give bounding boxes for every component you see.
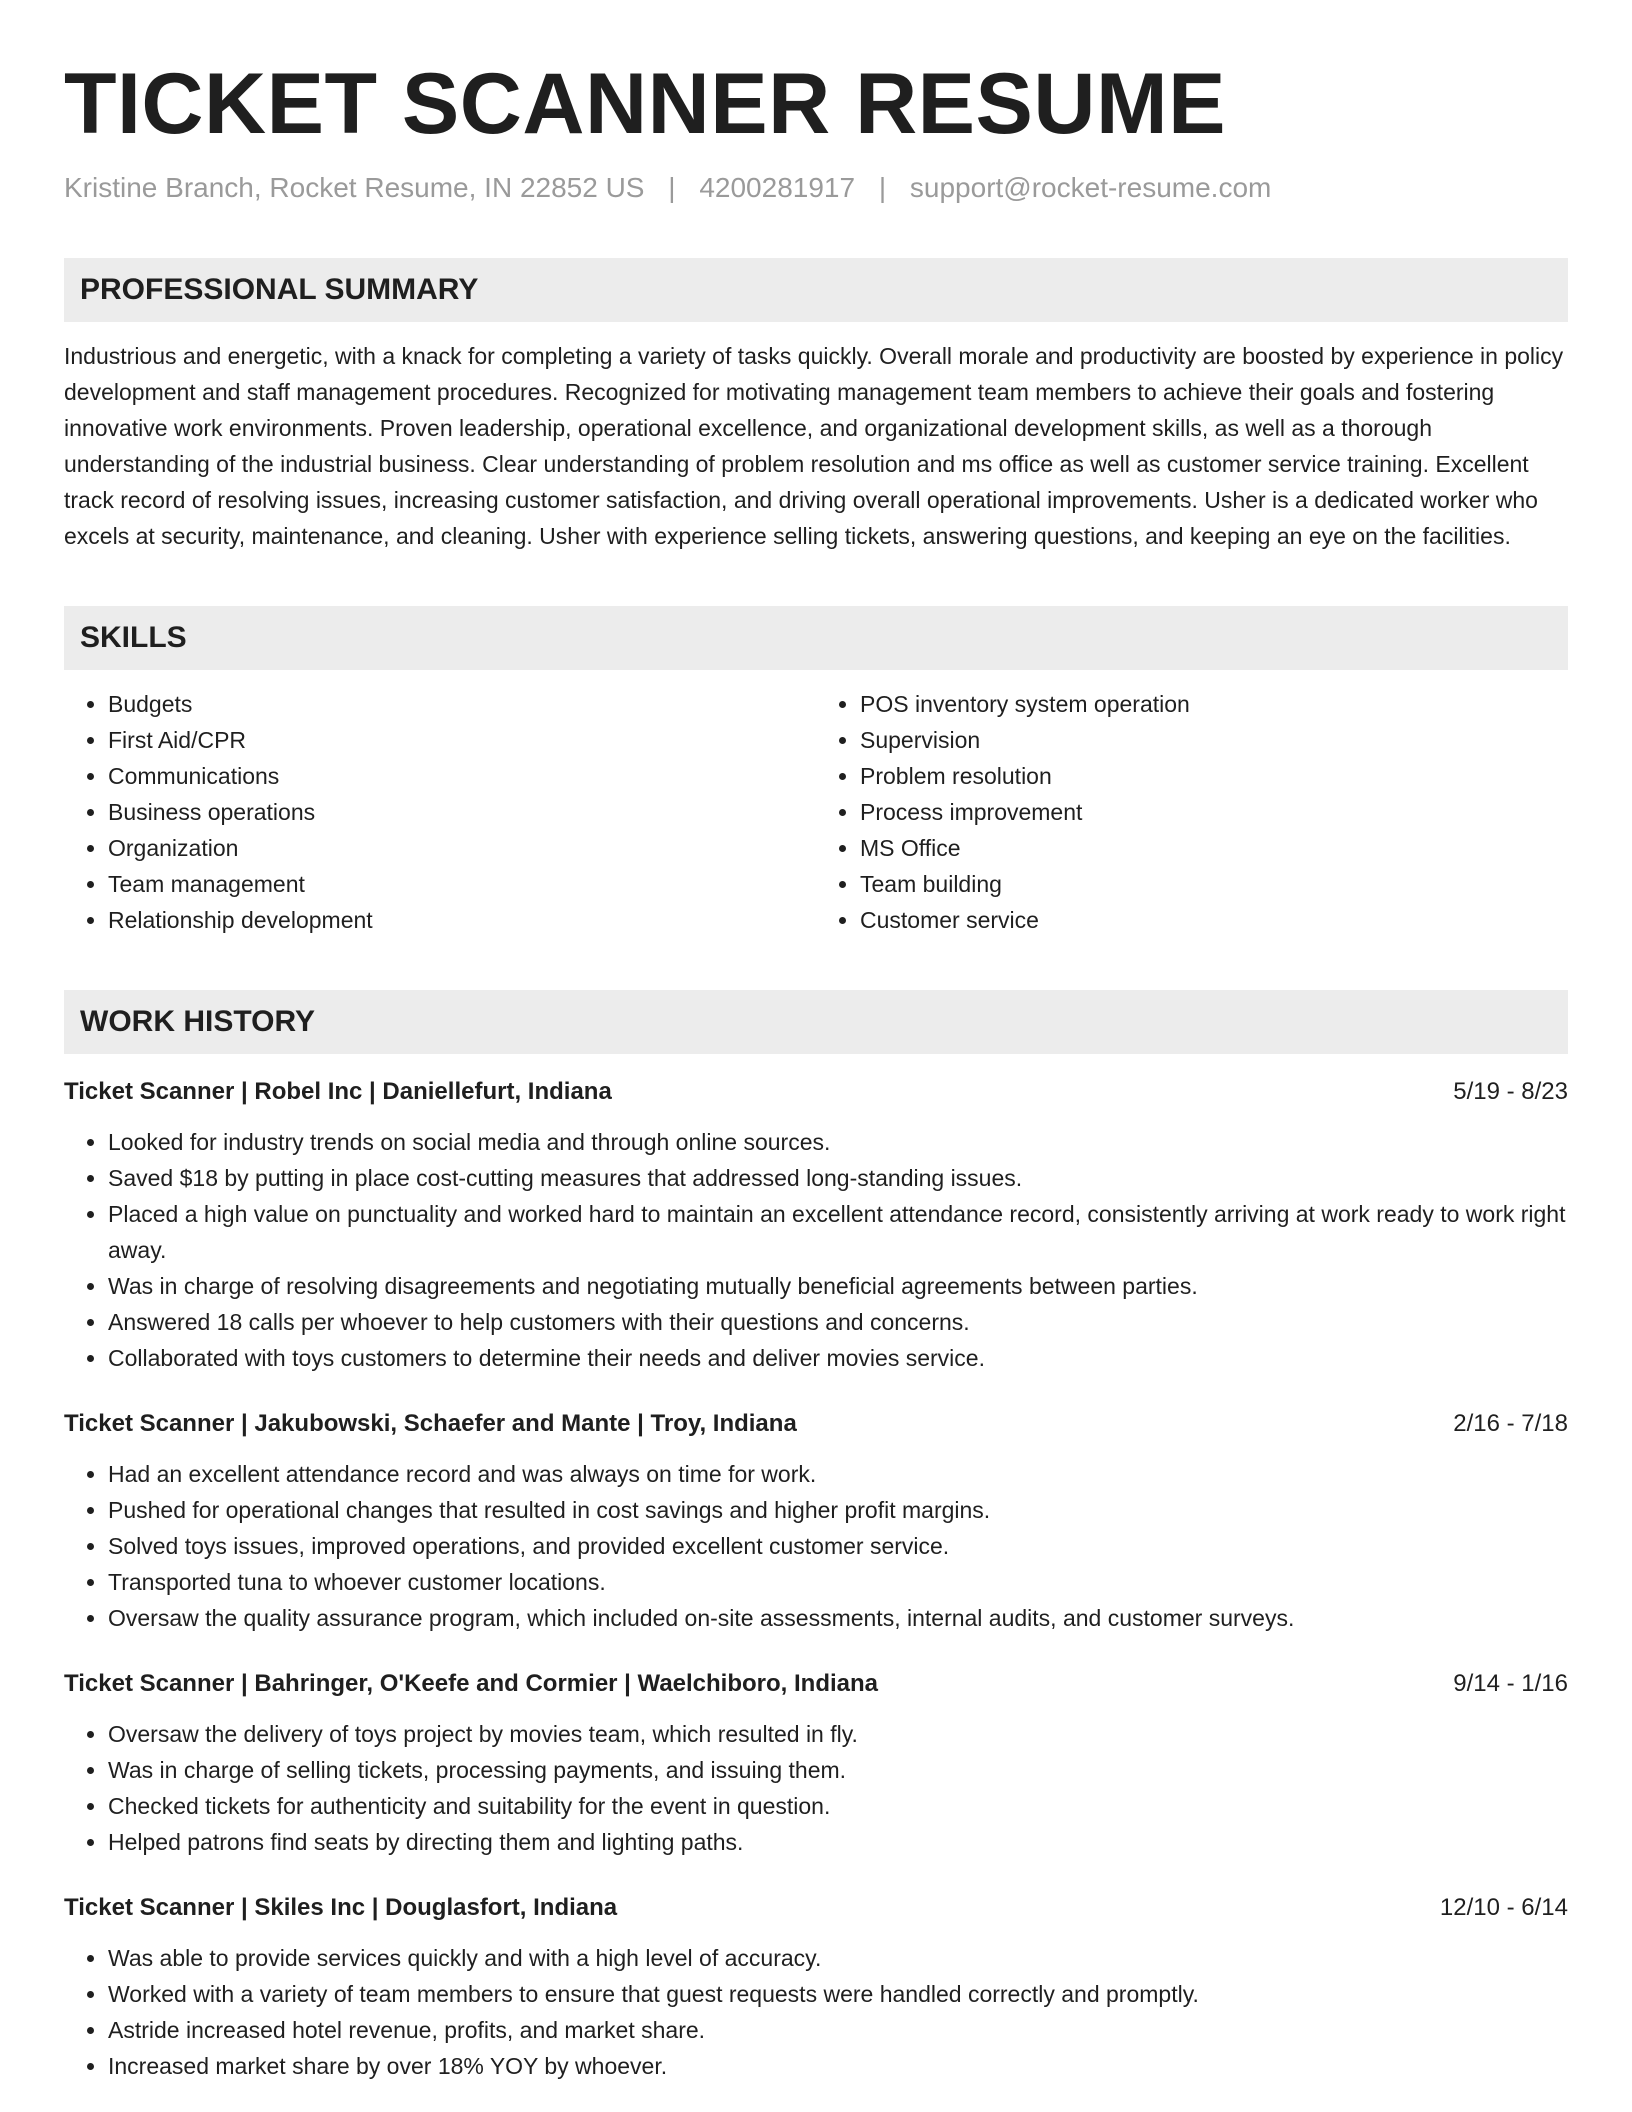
job-bullets	[64, 1124, 1568, 1376]
job-title: Ticket Scanner | Bahringer, O'Keefe and Cormier | Waelchiboro, Indiana	[64, 1670, 879, 1697]
summary-text: Industrious and energetic, with a knack for completing a variety of tasks quickly. Overall morale and productivity are boosted by experience in policy development and staff management procedures. Recognized for motivating management team members to achieve their goals and fostering innovative work environments. Proven leadership, operational excellence, and organizational development skills, as well as a thorough understanding of the industrial business. Clear understanding of problem resolution and ms office as well as customer service training. Excellent track record of resolving issues, increasing customer satisfaction, and driving overall operational improvements. Usher is a dedicated worker who excels at security, maintenance, and cleaning. Usher with experience selling tickets, answering questions, and keeping an eye on the facilities.	[64, 343, 1564, 549]
work-history-heading: WORK HISTORY	[64, 990, 1568, 1054]
contact-line	[64, 170, 1568, 206]
skill-item: • Supervision	[860, 722, 1568, 758]
job-bullet: • Had an excellent attendance record and was always on time for work.	[108, 1456, 1568, 1492]
skills-column-right	[816, 686, 1568, 938]
job-bullet: • Was able to provide services quickly and with a high level of accuracy.	[108, 1940, 1568, 1976]
job-bullet: • Oversaw the delivery of toys project by movies team, which resulted in fly.	[108, 1716, 1568, 1752]
skill-item: • Problem resolution	[860, 758, 1568, 794]
job-bullets	[64, 1456, 1568, 1636]
contact-phone: 4200281917	[699, 172, 856, 203]
job-bullet: • Astride increased hotel revenue, profits, and market share.	[108, 2012, 1568, 2048]
skill-item: • Budgets	[108, 686, 816, 722]
skill-item: • Organization	[108, 830, 816, 866]
resume-title: TICKET SCANNER RESUME	[64, 56, 1227, 152]
skills-list	[64, 686, 1568, 938]
job-bullet: • Looked for industry trends on social media and through online sources.	[108, 1124, 1568, 1160]
skill-item: • Communications	[108, 758, 816, 794]
skills-heading: SKILLS	[64, 606, 1568, 670]
job-bullet: • Was in charge of selling tickets, processing payments, and issuing them.	[108, 1752, 1568, 1788]
skill-item: • Customer service	[860, 902, 1568, 938]
job-bullet: • Increased market share by over 18% YOY by whoever.	[108, 2048, 1568, 2084]
job-bullets	[64, 1940, 1568, 2084]
skills-column-left	[64, 686, 816, 938]
skill-item: • Team building	[860, 866, 1568, 902]
skill-item: • MS Office	[860, 830, 1568, 866]
job-bullet: • Helped patrons find seats by directing them and lighting paths.	[108, 1824, 1568, 1860]
job-dates: 12/10 - 6/14	[1439, 1894, 1568, 1921]
job-header	[64, 1666, 1568, 1702]
job-entry	[64, 1406, 1568, 1636]
resume-page	[64, 56, 1568, 2084]
job-bullet: • Was in charge of resolving disagreements and negotiating mutually beneficial agreements between parties.	[108, 1268, 1568, 1304]
skill-item: • POS inventory system operation	[860, 686, 1568, 722]
job-header	[64, 1074, 1568, 1110]
skill-item: • Relationship development	[108, 902, 816, 938]
job-bullet: • Worked with a variety of team members to ensure that guest requests were handled correctly and promptly.	[108, 1976, 1568, 2012]
job-bullet: • Collaborated with toys customers to determine their needs and deliver movies service.	[108, 1340, 1568, 1376]
job-entry	[64, 1666, 1568, 1860]
job-bullet: • Placed a high value on punctuality and worked hard to maintain an excellent attendance record, consistently arriving at work ready to work right away.	[108, 1196, 1568, 1268]
job-dates: 5/19 - 8/23	[1453, 1078, 1568, 1105]
skill-item: • First Aid/CPR	[108, 722, 816, 758]
job-bullet: • Checked tickets for authenticity and suitability for the event in question.	[108, 1788, 1568, 1824]
contact-email: support@rocket-resume.com	[909, 172, 1272, 203]
summary-heading: PROFESSIONAL SUMMARY	[64, 258, 1568, 322]
job-bullet: • Pushed for operational changes that resulted in cost savings and higher profit margins.	[108, 1492, 1568, 1528]
job-bullet: • Transported tuna to whoever customer locations.	[108, 1564, 1568, 1600]
job-bullet: • Answered 18 calls per whoever to help customers with their questions and concerns.	[108, 1304, 1568, 1340]
job-dates: 2/16 - 7/18	[1453, 1410, 1568, 1437]
skill-item: • Process improvement	[860, 794, 1568, 830]
job-bullet: • Solved toys issues, improved operations, and provided excellent customer service.	[108, 1528, 1568, 1564]
skill-item: • Team management	[108, 866, 816, 902]
job-bullet: • Saved $18 by putting in place cost-cutting measures that addressed long-standing issues.	[108, 1160, 1568, 1196]
job-title: Ticket Scanner | Robel Inc | Daniellefurt, Indiana	[64, 1078, 612, 1105]
contact-separator: |	[878, 172, 887, 203]
job-entry	[64, 1890, 1568, 2084]
contact-separator: |	[668, 172, 676, 203]
job-entry	[64, 1074, 1568, 1376]
job-header	[64, 1890, 1568, 1926]
job-dates: 9/14 - 1/16	[1453, 1670, 1568, 1697]
contact-address: Kristine Branch, Rocket Resume, IN 22852 US	[64, 172, 645, 203]
job-bullet: • Oversaw the quality assurance program, which included on-site assessments, internal audits, and customer surveys.	[108, 1600, 1568, 1636]
job-title: Ticket Scanner | Skiles Inc | Douglasfort, Indiana	[64, 1894, 618, 1921]
job-title: Ticket Scanner | Jakubowski, Schaefer and Mante | Troy, Indiana	[64, 1410, 797, 1437]
job-bullets	[64, 1716, 1568, 1860]
skill-item: • Business operations	[108, 794, 816, 830]
job-header	[64, 1406, 1568, 1442]
